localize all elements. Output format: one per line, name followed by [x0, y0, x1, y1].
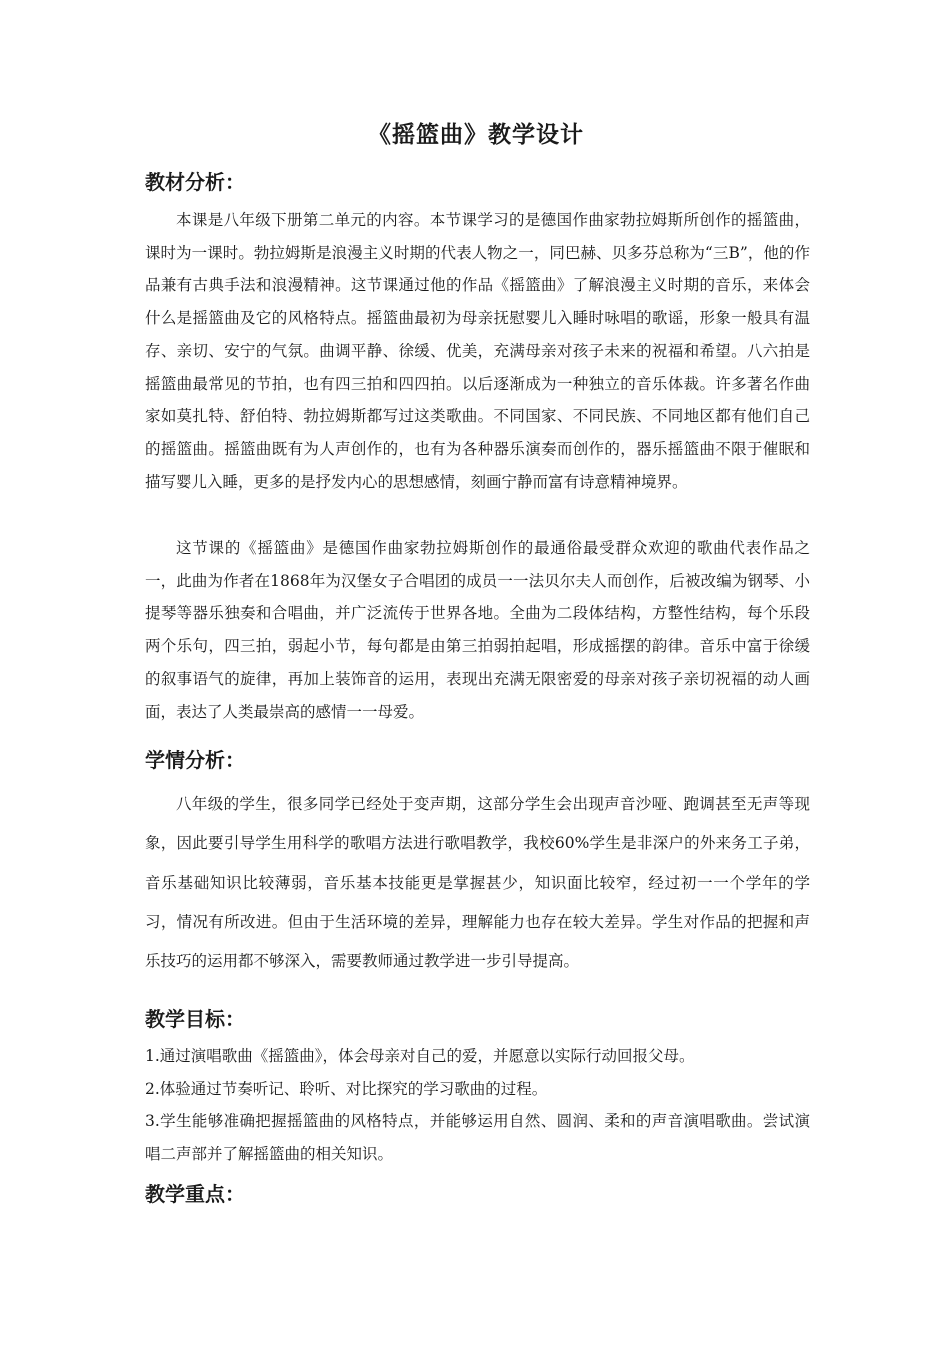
- document-title: 《摇篮曲》教学设计: [368, 121, 584, 148]
- paragraph-material-analysis-2: 这节课的《摇篮曲》是德国作曲家勃拉姆斯创作的最通俗最受群众欢迎的歌曲代表作品之一，此曲为作者在1868年为汉堡女子合唱团的成员一一法贝尔夫人而创作，后被改编为钢琴、小提琴等器乐独奏和合唱曲，并广泛流传于世界各地。全曲为二段体结构，方整性结构，每个乐段两个乐句，四三拍，弱起小节，每句都是由第三拍弱拍起唱，形成摇摆的韵律。音乐中富于徐缓的叙事语气的旋律，再加上装饰音的运用，表现出充满无限密爱的母亲对孩子亲切祝福的动人画面，表达了人类最崇高的感情一一母爱。: [145, 539, 810, 721]
- heading-student-analysis: 学情分析：: [145, 748, 245, 772]
- heading-key-points: 教学重点：: [145, 1182, 245, 1206]
- paragraph-student-analysis: 八年级的学生，很多同学已经处于变声期，这部分学生会出现声音沙哑、跑调甚至无声等现象，因此要引导学生用科学的歌唱方法进行歌唱教学，我校60%学生是非深户的外来务工子弟，音乐基础知识比较薄弱，音乐基本技能更是掌握甚少，知识面比较窄，经过初一一个学年的学习，情况有所改进。但由于生活环境的差异，理解能力也存在较大差异。学生对作品的把握和声乐技巧的运用都不够深入，需要教师通过教学进一步引导提高。: [145, 795, 810, 971]
- heading-material-analysis: 教材分析：: [145, 170, 245, 194]
- goal-item-2: 2.体验通过节奏听记、聆听、对比探究的学习歌曲的过程。: [145, 1080, 548, 1098]
- heading-teaching-goals: 教学目标：: [145, 1007, 245, 1031]
- goal-item-3: 3.学生能够准确把握摇篮曲的风格特点，并能够运用自然、圆润、柔和的声音演唱歌曲。尝试演唱二声部并了解摇篮曲的相关知识。: [145, 1112, 810, 1163]
- goal-item-1: 1.通过演唱歌曲《摇篮曲》，体会母亲对自己的爱，并愿意以实际行动回报父母。: [145, 1047, 695, 1065]
- paragraph-material-analysis-1: 本课是八年级下册第二单元的内容。本节课学习的是德国作曲家勃拉姆斯所创作的摇篮曲，课时为一课时。勃拉姆斯是浪漫主义时期的代表人物之一，同巴赫、贝多芬总称为“三B”，他的作品兼有古典手法和浪漫精神。这节课通过他的作品《摇篮曲》了解浪漫主义时期的音乐，来体会什么是摇篮曲及它的风格特点。摇篮曲最初为母亲抚慰婴儿入睡时咏唱的歌谣，形象一般具有温存、亲切、安宁的气氛。曲调平静、徐缓、优美，充满母亲对孩子未来的祝福和希望。八六拍是摇篮曲最常见的节拍，也有四三拍和四四拍。以后逐渐成为一种独立的音乐体裁。许多著名作曲家如莫扎特、舒伯特、勃拉姆斯都写过这类歌曲。不同国家、不同民族、不同地区都有他们自己的摇篮曲。摇篮曲既有为人声创作的，也有为各种器乐演奏而创作的，器乐摇篮曲不限于催眠和描写婴儿入睡，更多的是抒发内心的思想感情，刻画宁静而富有诗意精神境界。: [145, 211, 810, 491]
